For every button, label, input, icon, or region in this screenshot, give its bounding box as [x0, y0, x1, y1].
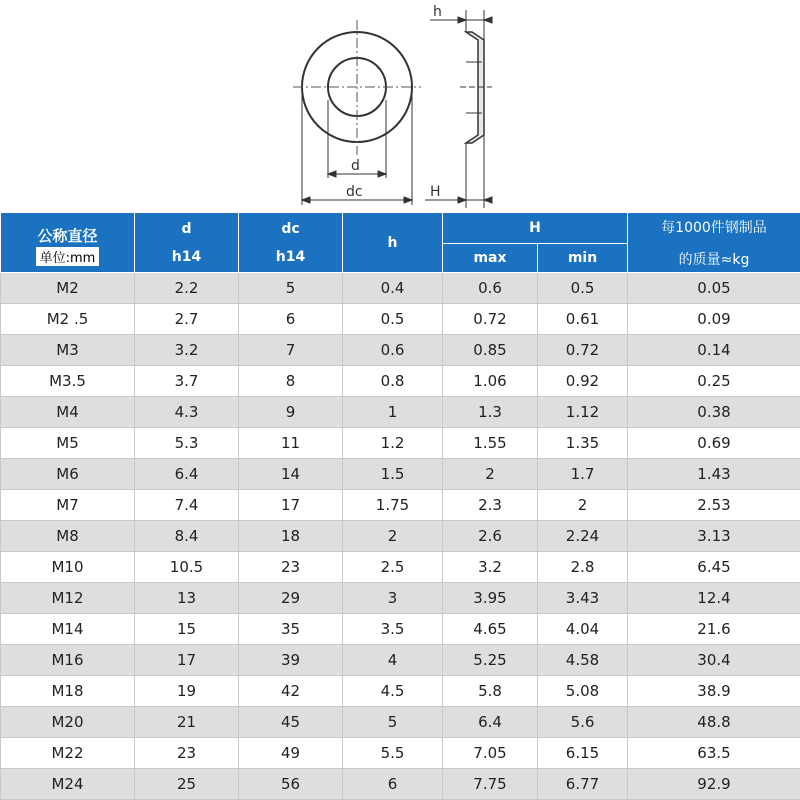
cell-mass: 0.25: [628, 366, 800, 397]
cell-dc: 18: [239, 521, 343, 552]
cell-d: 6.4: [135, 459, 239, 490]
d-label: d: [351, 158, 360, 174]
table-row: [1, 676, 800, 707]
cell-h: 0.4: [343, 273, 443, 304]
cell-hmin: 1.12: [538, 397, 628, 428]
dc-label: dc: [346, 184, 363, 200]
cell-hmax: 0.72: [443, 304, 538, 335]
header-mass: [628, 213, 800, 273]
H-arrow-right: [484, 197, 492, 203]
cell-h: 5: [343, 707, 443, 738]
cell-hmax: 1.06: [443, 366, 538, 397]
cell-size: M8: [1, 521, 135, 552]
cell-d: 15: [135, 614, 239, 645]
cell-d: 13: [135, 583, 239, 614]
cell-hmin: 0.92: [538, 366, 628, 397]
cell-d: 17: [135, 645, 239, 676]
cell-d: 8.4: [135, 521, 239, 552]
cell-mass: 1.43: [628, 459, 800, 490]
cell-size: M5: [1, 428, 135, 459]
table-row: [1, 397, 800, 428]
cell-hmin: 2.24: [538, 521, 628, 552]
table-body: [1, 273, 800, 800]
cell-hmin: 4.58: [538, 645, 628, 676]
cell-mass: 3.13: [628, 521, 800, 552]
cell-dc: 8: [239, 366, 343, 397]
cell-size: M6: [1, 459, 135, 490]
cell-hmax: 7.75: [443, 769, 538, 800]
header-H-max: max: [443, 244, 538, 273]
cell-d: 23: [135, 738, 239, 769]
cell-h: 1.2: [343, 428, 443, 459]
cell-hmax: 1.3: [443, 397, 538, 428]
table-row: [1, 304, 800, 335]
cell-h: 6: [343, 769, 443, 800]
cell-size: M3: [1, 335, 135, 366]
cell-size: M16: [1, 645, 135, 676]
washer-side-view: [425, 10, 492, 208]
cell-dc: 35: [239, 614, 343, 645]
cell-size: M10: [1, 552, 135, 583]
cell-h: 2.5: [343, 552, 443, 583]
cell-h: 0.6: [343, 335, 443, 366]
cell-mass: 0.14: [628, 335, 800, 366]
table-row: [1, 521, 800, 552]
cell-dc: 11: [239, 428, 343, 459]
cell-d: 2.2: [135, 273, 239, 304]
cell-dc: 42: [239, 676, 343, 707]
cell-hmin: 0.5: [538, 273, 628, 304]
cell-size: M2: [1, 273, 135, 304]
header-dc: [239, 213, 343, 273]
cell-hmin: 1.35: [538, 428, 628, 459]
cell-hmax: 3.2: [443, 552, 538, 583]
cell-hmax: 2.3: [443, 490, 538, 521]
cell-mass: 38.9: [628, 676, 800, 707]
cell-mass: 0.69: [628, 428, 800, 459]
header-unit-label: 单位:mm: [36, 247, 100, 266]
table-row: [1, 459, 800, 490]
cell-dc: 56: [239, 769, 343, 800]
H-arrow-left: [458, 197, 466, 203]
cell-mass: 30.4: [628, 645, 800, 676]
cell-hmax: 5.25: [443, 645, 538, 676]
header-nominal-diameter-label: 公称直径: [37, 227, 98, 245]
H-label: H: [430, 184, 441, 200]
d-arrow-right: [378, 171, 386, 177]
cell-hmax: 6.4: [443, 707, 538, 738]
cell-hmax: 4.65: [443, 614, 538, 645]
cell-h: 0.5: [343, 304, 443, 335]
cell-hmin: 1.7: [538, 459, 628, 490]
cell-hmin: 6.15: [538, 738, 628, 769]
h-arrow-right: [484, 17, 492, 23]
header-H-min: min: [538, 244, 628, 273]
cell-hmax: 0.6: [443, 273, 538, 304]
dc-arrow-right: [404, 197, 412, 203]
cell-dc: 7: [239, 335, 343, 366]
cell-h: 5.5: [343, 738, 443, 769]
cell-mass: 0.05: [628, 273, 800, 304]
cell-hmin: 0.61: [538, 304, 628, 335]
cell-h: 2: [343, 521, 443, 552]
cell-d: 2.7: [135, 304, 239, 335]
cell-hmin: 6.77: [538, 769, 628, 800]
cell-h: 4: [343, 645, 443, 676]
cell-hmax: 0.85: [443, 335, 538, 366]
table-row: [1, 366, 800, 397]
h-label: h: [433, 4, 442, 20]
cell-hmax: 5.8: [443, 676, 538, 707]
cell-size: M14: [1, 614, 135, 645]
cell-hmin: 5.08: [538, 676, 628, 707]
washer-top-view: [293, 20, 421, 205]
table-row: [1, 707, 800, 738]
cell-h: 0.8: [343, 366, 443, 397]
table-row: [1, 583, 800, 614]
cell-dc: 9: [239, 397, 343, 428]
cell-size: M3.5: [1, 366, 135, 397]
cell-hmin: 4.04: [538, 614, 628, 645]
cell-h: 4.5: [343, 676, 443, 707]
d-arrow-left: [328, 171, 336, 177]
washer-spec-table: [0, 212, 800, 800]
cell-d: 4.3: [135, 397, 239, 428]
table-row: [1, 428, 800, 459]
cell-size: M22: [1, 738, 135, 769]
washer-technical-drawing: [0, 0, 800, 212]
cell-size: M24: [1, 769, 135, 800]
cell-h: 3.5: [343, 614, 443, 645]
header-mass-line2: 的质量≈kg: [678, 251, 750, 268]
header-H: H: [443, 213, 628, 244]
header-d-label: d: [181, 220, 192, 237]
table-header: [1, 213, 800, 273]
table-row: [1, 769, 800, 800]
header-d-tolerance: h14: [171, 248, 202, 265]
table-row: [1, 614, 800, 645]
cell-size: M2 .5: [1, 304, 135, 335]
cell-hmin: 2: [538, 490, 628, 521]
cell-dc: 14: [239, 459, 343, 490]
cell-dc: 39: [239, 645, 343, 676]
cell-h: 1.75: [343, 490, 443, 521]
cell-size: M12: [1, 583, 135, 614]
cell-hmin: 5.6: [538, 707, 628, 738]
cell-d: 19: [135, 676, 239, 707]
cell-mass: 12.4: [628, 583, 800, 614]
cell-mass: 92.9: [628, 769, 800, 800]
cell-h: 3: [343, 583, 443, 614]
cell-hmin: 0.72: [538, 335, 628, 366]
cell-hmax: 7.05: [443, 738, 538, 769]
cell-dc: 49: [239, 738, 343, 769]
cell-dc: 23: [239, 552, 343, 583]
cell-dc: 17: [239, 490, 343, 521]
cell-h: 1: [343, 397, 443, 428]
cell-hmax: 3.95: [443, 583, 538, 614]
cell-dc: 6: [239, 304, 343, 335]
cell-size: M4: [1, 397, 135, 428]
cell-mass: 2.53: [628, 490, 800, 521]
table-row: [1, 552, 800, 583]
h-arrow-left: [458, 17, 466, 23]
cell-size: M18: [1, 676, 135, 707]
cell-mass: 6.45: [628, 552, 800, 583]
cell-size: M20: [1, 707, 135, 738]
cell-hmin: 2.8: [538, 552, 628, 583]
header-d: [135, 213, 239, 273]
cell-d: 5.3: [135, 428, 239, 459]
cell-hmax: 1.55: [443, 428, 538, 459]
cell-mass: 0.38: [628, 397, 800, 428]
cell-h: 1.5: [343, 459, 443, 490]
cell-hmax: 2.6: [443, 521, 538, 552]
cell-dc: 29: [239, 583, 343, 614]
dc-arrow-left: [302, 197, 310, 203]
cell-d: 21: [135, 707, 239, 738]
table-row: [1, 273, 800, 304]
cell-d: 3.2: [135, 335, 239, 366]
cell-mass: 21.6: [628, 614, 800, 645]
cell-hmin: 3.43: [538, 583, 628, 614]
cell-hmax: 2: [443, 459, 538, 490]
cell-d: 3.7: [135, 366, 239, 397]
cell-mass: 0.09: [628, 304, 800, 335]
cell-d: 7.4: [135, 490, 239, 521]
header-h: h: [343, 213, 443, 273]
table-row: [1, 490, 800, 521]
header-dc-label: dc: [281, 220, 300, 237]
cell-mass: 63.5: [628, 738, 800, 769]
header-nominal-diameter: [1, 213, 135, 273]
table-row: [1, 335, 800, 366]
header-dc-tolerance: h14: [275, 248, 306, 265]
cell-dc: 5: [239, 273, 343, 304]
table-row: [1, 738, 800, 769]
cell-dc: 45: [239, 707, 343, 738]
table-row: [1, 645, 800, 676]
header-mass-line1: 每1000件钢制品: [661, 219, 767, 236]
cell-mass: 48.8: [628, 707, 800, 738]
cell-d: 25: [135, 769, 239, 800]
cell-size: M7: [1, 490, 135, 521]
cell-d: 10.5: [135, 552, 239, 583]
